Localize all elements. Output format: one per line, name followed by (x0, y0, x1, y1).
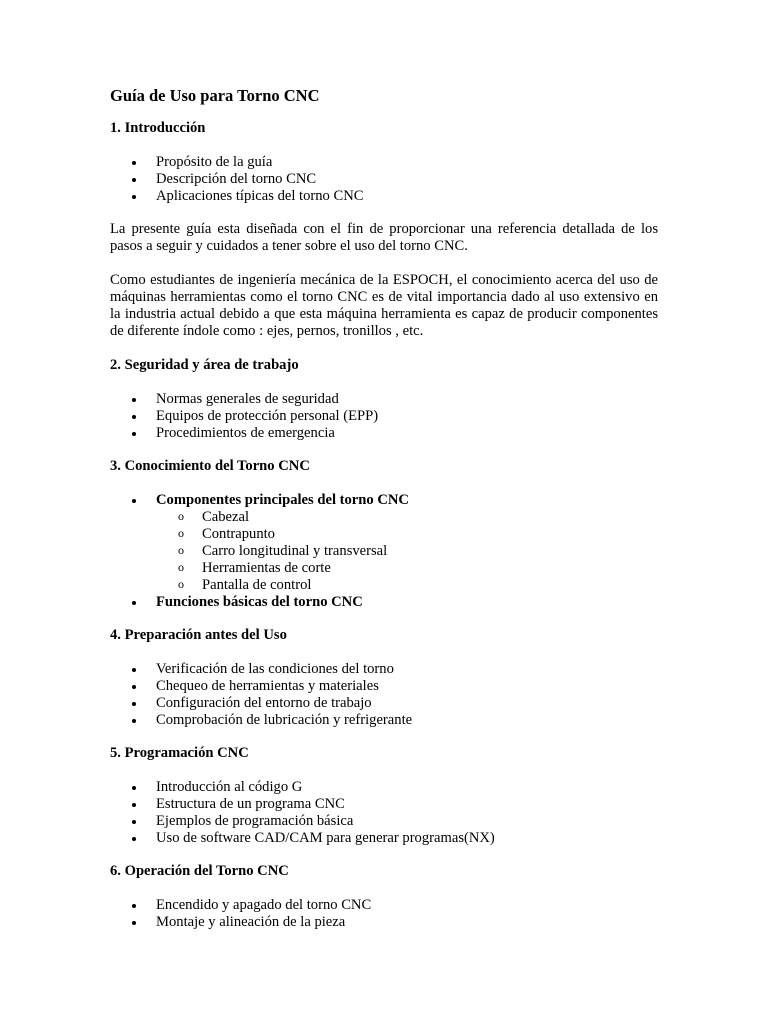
sublist-item: o Pantalla de control (156, 577, 658, 594)
list-item-funciones: Funciones básicas del torno CNC (110, 594, 658, 611)
list-item: Encendido y apagado del torno CNC (110, 897, 658, 914)
sublist-item: o Carro longitudinal y transversal (156, 543, 658, 560)
document-title: Guía de Uso para Torno CNC (110, 86, 320, 105)
preparacion-list (110, 661, 658, 729)
list-item: Estructura de un programa CNC (110, 796, 658, 813)
operacion-list (110, 897, 658, 931)
introduccion-list (110, 154, 658, 205)
sublist-item: o Herramientas de corte (156, 560, 658, 577)
section-heading-introduccion: 1. Introducción (110, 120, 206, 136)
list-item: Aplicaciones típicas del torno CNC (110, 188, 658, 205)
list-item: Descripción del torno CNC (110, 171, 658, 188)
list-item: Configuración del entorno de trabajo (110, 695, 658, 712)
section-heading-programacion: 5. Programación CNC (110, 745, 249, 761)
section-heading-seguridad: 2. Seguridad y área de trabajo (110, 357, 299, 373)
list-item: Uso de software CAD/CAM para generar programas(NX) (110, 830, 658, 847)
list-item: Verificación de las condiciones del torno (110, 661, 658, 678)
list-item: Comprobación de lubricación y refrigerante (110, 712, 658, 729)
componentes-sublist (156, 509, 658, 594)
list-item: Chequeo de herramientas y materiales (110, 678, 658, 695)
section-heading-conocimiento: 3. Conocimiento del Torno CNC (110, 458, 310, 474)
section-heading-operacion: 6. Operación del Torno CNC (110, 863, 289, 879)
list-item: Procedimientos de emergencia (110, 425, 658, 442)
list-item: Propósito de la guía (110, 154, 658, 171)
conocimiento-list (110, 492, 658, 611)
espoch-paragraph: Como estudiantes de ingeniería mecánica de la ESPOCH, el conocimiento acerca del uso de máquinas herramientas como el torno CNC es de vital importancia dado al uso extensivo en la industria actual debido a que esta máquina herramienta es capaz de producir componentes de diferente índole como : ejes, pernos, tronillos , etc. (110, 272, 658, 339)
intro-paragraph: La presente guía esta diseñada con el fin de proporcionar una referencia detallada de los pasos a seguir y cuidados a tener sobre el uso del torno CNC. (110, 221, 658, 254)
list-item-componentes: Componentes principales del torno CNC o Cabezal o Contrapunto o Carro longitudinal y transversal o Herramientas de corte o Pantalla de control (110, 492, 658, 594)
sublist-item: o Contrapunto (156, 526, 658, 543)
seguridad-list (110, 391, 658, 442)
document-body (110, 86, 658, 947)
list-item: Normas generales de seguridad (110, 391, 658, 408)
list-item: Equipos de protección personal (EPP) (110, 408, 658, 425)
list-item: Montaje y alineación de la pieza (110, 914, 658, 931)
list-item: Introducción al código G (110, 779, 658, 796)
section-heading-preparacion: 4. Preparación antes del Uso (110, 627, 287, 643)
sublist-item: o Cabezal (156, 509, 658, 526)
list-item: Ejemplos de programación básica (110, 813, 658, 830)
programacion-list (110, 779, 658, 847)
